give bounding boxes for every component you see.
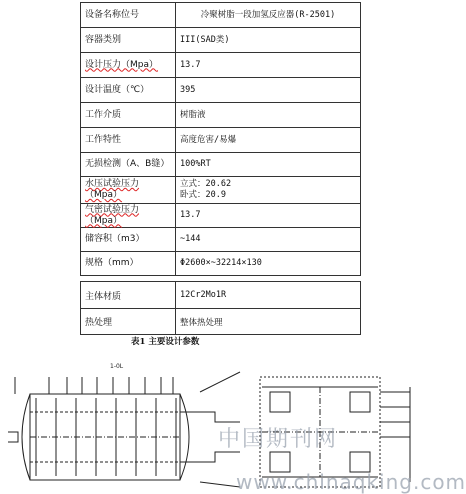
row-label: 设计温度（℃） <box>81 78 176 103</box>
row-label: 气密试验压力（Mpa） <box>81 204 176 228</box>
row-value: 12Cr2Mo1R <box>176 282 361 309</box>
table-row <box>81 228 361 252</box>
table-row <box>81 153 361 177</box>
table-row <box>81 103 361 128</box>
row-value: 13.7 <box>176 53 361 78</box>
table-row <box>81 28 361 53</box>
row-value: 高度危害/易爆 <box>176 128 361 153</box>
row-value <box>176 177 361 204</box>
row-label: 储容积（m3） <box>81 228 176 252</box>
row-value: 整体热处理 <box>176 309 361 335</box>
row-label: 规格（mm） <box>81 252 176 276</box>
row-value: 13.7 <box>176 204 361 228</box>
row-value-line2: 卧式：20.9 <box>180 190 226 200</box>
row-value: 395 <box>176 78 361 103</box>
horizontal-vessel-drawing <box>8 372 240 487</box>
row-value: 树脂液 <box>176 103 361 128</box>
drawing-label: 1-0L <box>110 363 124 370</box>
vessel-right-head <box>180 394 189 480</box>
row-value: III(SAD类) <box>176 28 361 53</box>
table-row <box>81 128 361 153</box>
row-label: 容器类别 <box>81 28 176 53</box>
row-label: 水压试验压力（Mpa） <box>81 177 176 204</box>
row-label: 设备名称位号 <box>81 3 176 28</box>
row-value: ~144 <box>176 228 361 252</box>
row-label: 工作特性 <box>81 128 176 153</box>
row-value: Φ2600×~32214×130 <box>176 252 361 276</box>
watermark-url: www.chinaqking.com <box>236 470 466 494</box>
table-row <box>81 177 361 204</box>
material-table <box>80 281 361 335</box>
vessel-left-head <box>22 394 30 480</box>
table-caption: 表1 主要设计参数 <box>131 337 200 347</box>
table-row <box>81 282 361 309</box>
row-label: 热处理 <box>81 309 176 335</box>
table-row <box>81 309 361 335</box>
design-parameter-table <box>80 2 361 276</box>
row-label: 设计压力（Mpa） <box>81 53 176 78</box>
table-row <box>81 3 361 28</box>
reactor-drawing <box>0 352 443 494</box>
row-value-line1: 立式：20.62 <box>180 179 232 189</box>
row-label: 主体材质 <box>81 282 176 309</box>
row-label: 无损检测（A、B缝） <box>81 153 176 177</box>
support-frame-drawing <box>260 377 410 487</box>
row-label: 工作介质 <box>81 103 176 128</box>
table-row <box>81 252 361 276</box>
row-value: 100%RT <box>176 153 361 177</box>
watermark-cn: 中国期刊网 <box>218 427 339 452</box>
row-value: 冷聚树脂一段加氢反应器(R-2501) <box>176 3 361 28</box>
table-row <box>81 78 361 103</box>
table-row <box>81 53 361 78</box>
table-row <box>81 204 361 228</box>
